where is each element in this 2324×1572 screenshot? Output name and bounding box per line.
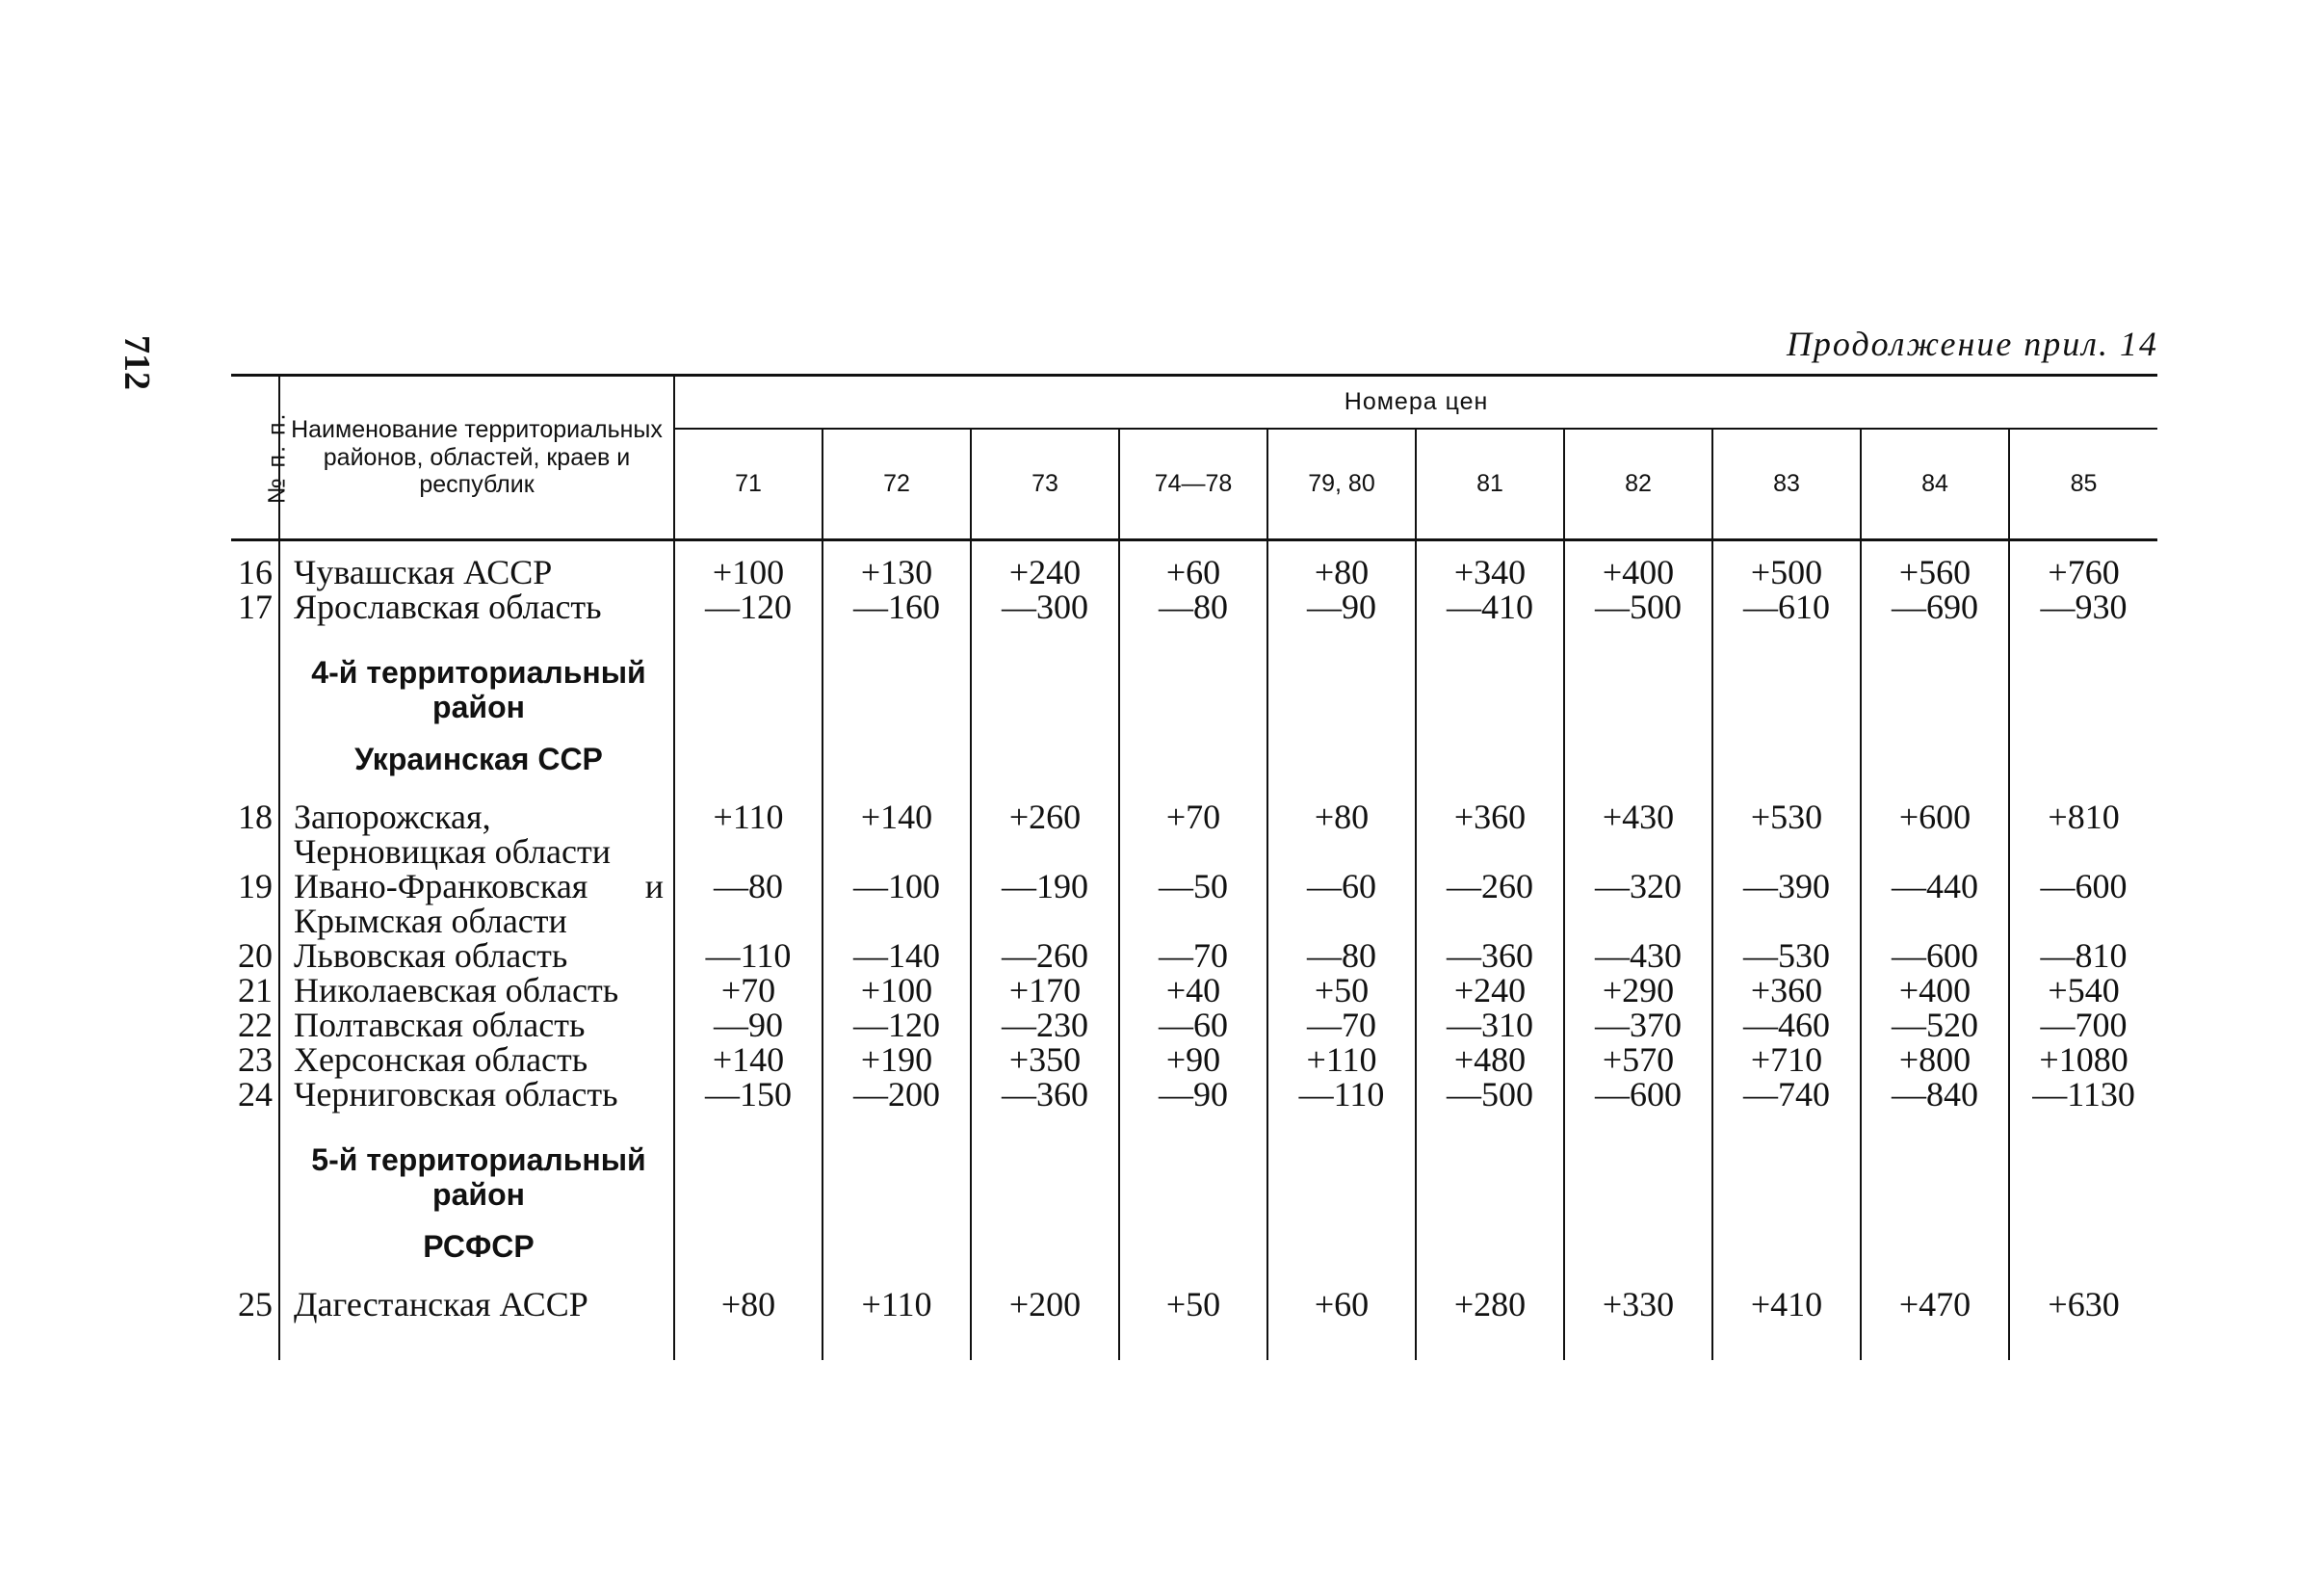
price-value: +330 <box>1564 1287 1712 1360</box>
table-row <box>231 938 2157 973</box>
price-value: —740 <box>1712 1077 1861 1112</box>
price-value: +410 <box>1712 1287 1861 1360</box>
price-value: +80 <box>1267 799 1416 869</box>
table-row <box>231 973 2157 1008</box>
price-value: +360 <box>1712 973 1861 1008</box>
price-column-header: 71 <box>674 429 823 540</box>
price-value: —310 <box>1416 1008 1564 1042</box>
price-value: —500 <box>1564 590 1712 624</box>
price-adjustment-table <box>231 374 2157 1360</box>
price-value: +500 <box>1712 555 1861 590</box>
section-row <box>231 1135 2157 1221</box>
price-value: +570 <box>1564 1042 1712 1077</box>
price-column-header: 85 <box>2009 429 2157 540</box>
price-value: +600 <box>1861 799 2009 869</box>
price-value: +90 <box>1119 1042 1267 1077</box>
price-value: —840 <box>1861 1077 2009 1112</box>
num-column-label: № п. п. <box>263 411 291 504</box>
row-number: 21 <box>238 971 273 1009</box>
region-name: Николаевская область <box>279 973 674 1008</box>
price-value: —90 <box>674 1008 823 1042</box>
region-name: Дагестанская АССР <box>279 1287 674 1360</box>
price-value: —100 <box>823 869 971 938</box>
table-row <box>231 1077 2157 1112</box>
price-value: +290 <box>1564 973 1712 1008</box>
price-value: +240 <box>971 555 1119 590</box>
price-value: +430 <box>1564 799 1712 869</box>
price-value: +140 <box>674 1042 823 1077</box>
row-number: 19 <box>238 867 273 905</box>
table-header <box>231 376 2157 540</box>
price-value: —370 <box>1564 1008 1712 1042</box>
price-value: —70 <box>1119 938 1267 973</box>
price-value: +240 <box>1416 973 1564 1008</box>
table-row <box>231 1008 2157 1042</box>
price-value: —1130 <box>2032 1075 2135 1114</box>
price-value: +760 <box>2048 553 2120 591</box>
price-value: +80 <box>1267 555 1416 590</box>
price-value: —230 <box>971 1008 1119 1042</box>
row-number: 25 <box>238 1285 273 1323</box>
price-value: —190 <box>971 869 1119 938</box>
price-value: —690 <box>1861 590 2009 624</box>
region-name: Херсонская область <box>279 1042 674 1077</box>
price-column-header: 81 <box>1416 429 1564 540</box>
price-value: +1080 <box>2039 1040 2128 1079</box>
price-value: —810 <box>2040 936 2128 975</box>
price-value: +340 <box>1416 555 1564 590</box>
price-value: —60 <box>1267 869 1416 938</box>
price-value: —360 <box>1416 938 1564 973</box>
prices-group-header: Номера цен <box>674 376 2157 429</box>
price-value: —140 <box>823 938 971 973</box>
price-value: +100 <box>674 555 823 590</box>
price-value: +800 <box>1861 1042 2009 1077</box>
price-value: —150 <box>674 1077 823 1112</box>
price-value: +190 <box>823 1042 971 1077</box>
table-row <box>231 590 2157 624</box>
price-value: +70 <box>674 973 823 1008</box>
price-value: —80 <box>1267 938 1416 973</box>
price-value: —260 <box>971 938 1119 973</box>
price-column-header: 83 <box>1712 429 1861 540</box>
num-column-header <box>231 376 291 540</box>
row-number: 17 <box>238 588 273 626</box>
price-value: —930 <box>2040 588 2128 626</box>
price-value: +400 <box>1564 555 1712 590</box>
continuation-label: Продолжение прил. 14 <box>1786 325 2158 363</box>
price-value: —530 <box>1712 938 1861 973</box>
price-value: +140 <box>823 799 971 869</box>
table-row <box>231 1042 2157 1077</box>
price-value: +130 <box>823 555 971 590</box>
price-value: +110 <box>674 799 823 869</box>
price-value: —700 <box>2040 1006 2128 1044</box>
section-row <box>231 647 2157 734</box>
price-value: +630 <box>2048 1285 2120 1323</box>
row-number: 23 <box>238 1040 273 1079</box>
price-value: —200 <box>823 1077 971 1112</box>
price-value: —160 <box>823 590 971 624</box>
table-row <box>231 555 2157 590</box>
price-value: +400 <box>1861 973 2009 1008</box>
price-value: +50 <box>1119 1287 1267 1360</box>
section-row <box>231 734 2157 786</box>
price-value: —70 <box>1267 1008 1416 1042</box>
table-row <box>231 869 2157 938</box>
price-value: —360 <box>971 1077 1119 1112</box>
price-value: —110 <box>1267 1077 1416 1112</box>
region-name: Запорожская, Черновицкая области <box>279 799 674 869</box>
price-value: —600 <box>1564 1077 1712 1112</box>
price-value: —50 <box>1119 869 1267 938</box>
price-value: +60 <box>1267 1287 1416 1360</box>
price-column-header: 84 <box>1861 429 2009 540</box>
price-value: +200 <box>971 1287 1119 1360</box>
price-value: +280 <box>1416 1287 1564 1360</box>
price-value: +170 <box>971 973 1119 1008</box>
price-value: —320 <box>1564 869 1712 938</box>
price-value: +260 <box>971 799 1119 869</box>
price-value: +50 <box>1267 973 1416 1008</box>
price-column-header: 72 <box>823 429 971 540</box>
price-value: +110 <box>823 1287 971 1360</box>
price-value: +40 <box>1119 973 1267 1008</box>
price-value: +560 <box>1861 555 2009 590</box>
price-value: —460 <box>1712 1008 1861 1042</box>
table-body <box>231 540 2157 1361</box>
price-column-header: 79, 80 <box>1267 429 1416 540</box>
price-value: —390 <box>1712 869 1861 938</box>
region-name: Ярославская область <box>279 590 674 624</box>
price-value: +470 <box>1861 1287 2009 1360</box>
row-number: 22 <box>238 1006 273 1044</box>
price-value: +100 <box>823 973 971 1008</box>
price-value: —80 <box>1119 590 1267 624</box>
price-value: +80 <box>674 1287 823 1360</box>
price-value: —610 <box>1712 590 1861 624</box>
price-value: —410 <box>1416 590 1564 624</box>
price-value: +540 <box>2048 971 2120 1009</box>
row-number: 20 <box>238 936 273 975</box>
row-number: 16 <box>238 553 273 591</box>
name-column-header: Наименование территориальных районов, областей, краев и республик <box>279 376 674 540</box>
region-name: Черниговская область <box>279 1077 674 1112</box>
price-value: —600 <box>2040 867 2128 905</box>
data-table <box>231 374 2157 1360</box>
price-value: +110 <box>1267 1042 1416 1077</box>
price-value: +530 <box>1712 799 1861 869</box>
region-name: Полтавская область <box>279 1008 674 1042</box>
price-value: —440 <box>1861 869 2009 938</box>
price-value: +70 <box>1119 799 1267 869</box>
price-value: +60 <box>1119 555 1267 590</box>
price-column-header: 73 <box>971 429 1119 540</box>
price-value: +810 <box>2048 798 2120 836</box>
price-value: +360 <box>1416 799 1564 869</box>
price-column-header: 82 <box>1564 429 1712 540</box>
price-value: —430 <box>1564 938 1712 973</box>
price-value: —520 <box>1861 1008 2009 1042</box>
price-value: —260 <box>1416 869 1564 938</box>
price-value: —300 <box>971 590 1119 624</box>
row-number: 24 <box>238 1075 273 1114</box>
price-value: +480 <box>1416 1042 1564 1077</box>
price-value: —90 <box>1267 590 1416 624</box>
page-number: 712 <box>117 335 157 390</box>
region-name: Ивано-Франковская и Крымская области <box>279 869 674 938</box>
price-value: +710 <box>1712 1042 1861 1077</box>
section-subtitle: Украинская ССР <box>279 734 674 786</box>
price-value: —120 <box>674 590 823 624</box>
table-row <box>231 799 2157 869</box>
section-title: 5-й территориальный район <box>279 1135 674 1221</box>
price-column-header: 74—78 <box>1119 429 1267 540</box>
section-row <box>231 1221 2157 1273</box>
price-value: —120 <box>823 1008 971 1042</box>
price-value: —600 <box>1861 938 2009 973</box>
section-title: 4-й территориальный район <box>279 647 674 734</box>
region-name: Чувашская АССР <box>279 555 674 590</box>
table-row <box>231 1287 2157 1360</box>
region-name: Львовская область <box>279 938 674 973</box>
price-value: —500 <box>1416 1077 1564 1112</box>
price-value: +350 <box>971 1042 1119 1077</box>
price-value: —90 <box>1119 1077 1267 1112</box>
section-subtitle: РСФСР <box>279 1221 674 1273</box>
price-value: —60 <box>1119 1008 1267 1042</box>
price-value: —80 <box>674 869 823 938</box>
row-number: 18 <box>238 798 273 836</box>
price-value: —110 <box>674 938 823 973</box>
